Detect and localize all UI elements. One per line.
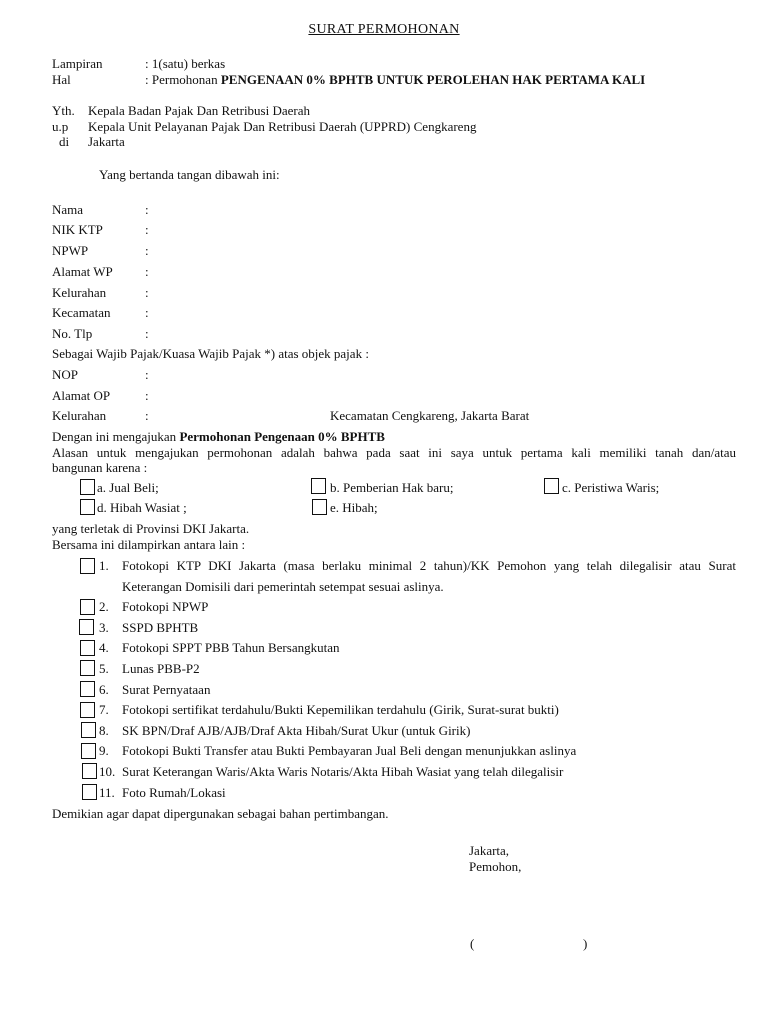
signature-role: Pemohon,	[469, 859, 522, 874]
field-colon: :	[145, 285, 149, 300]
attachment-text: Surat Keterangan Waris/Akta Waris Notaris/Akta Hibah Wasiat yang telah dilegalisir	[122, 764, 564, 779]
field-colon: :	[145, 222, 149, 237]
attachment-text: Fotokopi SPPT PBB Tahun Bersangkutan	[122, 640, 340, 655]
attachment-checkbox[interactable]	[80, 660, 95, 676]
kecamatan-text: Kecamatan Cengkareng, Jakarta Barat	[330, 408, 530, 423]
attachment-checkbox[interactable]	[80, 681, 95, 697]
signature-open-paren: (	[470, 936, 475, 951]
attachment-text: Fotokopi KTP DKI Jakarta (masa berlaku minimal 2 tahun)/KK Pemohon yang telah dilegalisir atau Surat	[122, 558, 736, 573]
request-prefix: Dengan ini mengajukan	[52, 429, 180, 444]
option-checkbox[interactable]	[80, 479, 95, 495]
field-label: Alamat WP	[52, 264, 113, 279]
attachment-number: 7.	[99, 702, 109, 717]
object-field-label: Alamat OP	[52, 388, 111, 403]
option-label: c. Peristiwa Waris;	[562, 480, 660, 495]
object-intro: Sebagai Wajib Pajak/Kuasa Wajib Pajak *) atas objek pajak :	[52, 346, 369, 361]
yth-label: Yth.	[52, 103, 75, 118]
field-label: NPWP	[52, 243, 89, 258]
attachment-number: 4.	[99, 640, 109, 655]
object-field-label: Kelurahan	[52, 408, 107, 423]
reason-line-1: Alasan untuk mengajukan permohonan adalah bahwa pada saat ini saya untuk pertama kali memiliki tanah dan/atau	[52, 445, 736, 460]
attachment-checkbox[interactable]	[81, 743, 96, 759]
hal-value	[145, 72, 645, 88]
attachment-text: Fotokopi Bukti Transfer atau Bukti Pembayaran Jual Beli dengan menunjukkan aslinya	[122, 743, 577, 758]
attachment-text: Surat Pernyataan	[122, 682, 211, 697]
field-colon: :	[145, 243, 149, 258]
option-checkbox[interactable]	[311, 478, 326, 494]
attachment-number: 6.	[99, 682, 109, 697]
yth-value: Kepala Badan Pajak Dan Retribusi Daerah	[88, 103, 311, 118]
field-label: Nama	[52, 202, 84, 217]
attachment-number: 9.	[99, 743, 109, 758]
object-field-label: NOP	[52, 367, 79, 382]
field-label: Kelurahan	[52, 285, 107, 300]
attachment-checkbox[interactable]	[80, 599, 95, 615]
lampiran-value: : 1(satu) berkas	[145, 56, 226, 71]
field-colon: :	[145, 326, 149, 341]
signature-city: Jakarta,	[469, 843, 510, 858]
object-field-colon: :	[145, 408, 149, 423]
attachment-number: 11.	[99, 785, 115, 800]
attach-intro: Bersama ini dilampirkan antara lain :	[52, 537, 246, 552]
attachment-checkbox[interactable]	[82, 763, 97, 779]
attachment-number: 8.	[99, 723, 109, 738]
up-label: u.p	[52, 119, 69, 134]
attachment-checkbox[interactable]	[80, 640, 95, 656]
attachment-text: Fotokopi sertifikat terdahulu/Bukti Kepemilikan terdahulu (Girik, Surat-surat bukti)	[122, 702, 559, 717]
attachment-text: SSPD BPHTB	[122, 620, 199, 635]
attachment-number: 2.	[99, 599, 109, 614]
attachment-text: Fotokopi NPWP	[122, 599, 209, 614]
option-label: e. Hibah;	[330, 500, 378, 515]
field-label: Kecamatan	[52, 305, 111, 320]
option-label: a. Jual Beli;	[97, 480, 159, 495]
attachment-text-continued: Keterangan Domisili dari pemerintah setempat sesuai aslinya.	[122, 579, 444, 594]
location-text: yang terletak di Provinsi DKI Jakarta.	[52, 521, 250, 536]
object-field-colon: :	[145, 367, 149, 382]
field-colon: :	[145, 305, 149, 320]
option-checkbox[interactable]	[544, 478, 559, 494]
attachment-checkbox[interactable]	[80, 558, 95, 574]
field-colon: :	[145, 202, 149, 217]
di-value: Jakarta	[88, 134, 125, 149]
hal-label: Hal	[52, 72, 71, 87]
option-checkbox[interactable]	[80, 499, 95, 515]
hal-prefix: : Permohonan	[145, 72, 221, 87]
document-title: SURAT PERMOHONAN	[308, 22, 460, 37]
request-subject: Permohonan Pengenaan 0% BPHTB	[179, 429, 385, 444]
attachment-number: 5.	[99, 661, 109, 676]
attachment-checkbox[interactable]	[79, 619, 94, 635]
reason-line-2: bangunan karena :	[52, 460, 148, 475]
attachment-text: Foto Rumah/Lokasi	[122, 785, 226, 800]
attachment-checkbox[interactable]	[81, 722, 96, 738]
attachment-number: 1.	[99, 558, 109, 573]
field-colon: :	[145, 264, 149, 279]
hal-subject: PENGENAAN 0% BPHTB UNTUK PEROLEHAN HAK PERTAMA KALI	[220, 72, 646, 87]
option-label: d. Hibah Wasiat ;	[97, 500, 187, 515]
attachment-checkbox[interactable]	[80, 702, 95, 718]
option-checkbox[interactable]	[312, 499, 327, 515]
intro-text: Yang bertanda tangan dibawah ini:	[99, 167, 280, 182]
field-label: NIK KTP	[52, 222, 103, 237]
di-label: di	[59, 134, 70, 149]
attachment-text: Lunas PBB-P2	[122, 661, 200, 676]
attachment-number: 3.	[99, 620, 109, 635]
lampiran-label: Lampiran	[52, 56, 103, 71]
object-field-colon: :	[145, 388, 149, 403]
signature-close-paren: )	[583, 936, 588, 951]
request-line	[52, 429, 385, 445]
attachment-text: SK BPN/Draf AJB/AJB/Draf Akta Hibah/Surat Ukur (untuk Girik)	[122, 723, 471, 738]
up-value: Kepala Unit Pelayanan Pajak Dan Retribusi Daerah (UPPRD) Cengkareng	[88, 119, 477, 134]
closing-text: Demikian agar dapat dipergunakan sebagai bahan pertimbangan.	[52, 806, 389, 821]
option-label: b. Pemberian Hak baru;	[330, 480, 454, 495]
attachment-number: 10.	[99, 764, 116, 779]
attachment-checkbox[interactable]	[82, 784, 97, 800]
field-label: No. Tlp	[52, 326, 93, 341]
